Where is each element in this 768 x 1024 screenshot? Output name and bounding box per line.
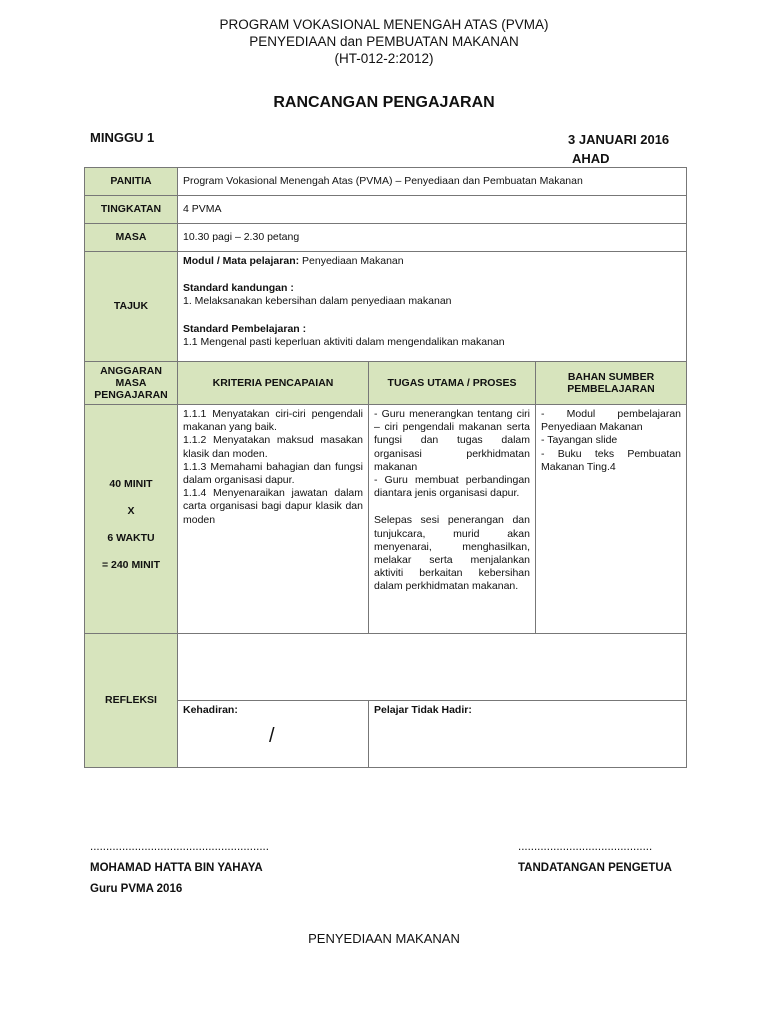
- refleksi-label: REFLEKSI: [85, 634, 178, 768]
- row-panitia: [85, 168, 687, 196]
- header-kriteria: KRITERIA PENCAPAIAN: [178, 362, 369, 405]
- tajuk-label: TAJUK: [85, 252, 178, 362]
- teacher-role: Guru PVMA 2016: [90, 883, 183, 895]
- week-label: MINGGU 1: [90, 130, 155, 145]
- kriteria-item: 1.1.3 Memahami bahagian dan fungsi dalam organisasi dapur.: [183, 460, 363, 487]
- masa-x: X: [127, 504, 135, 517]
- modul-value: Penyediaan Makanan: [299, 255, 404, 267]
- masa-label: MASA: [85, 224, 178, 252]
- header-anggaran: ANGGARAN MASA PENGAJARAN: [85, 362, 178, 405]
- masa-minit: 40 MINIT: [109, 477, 153, 490]
- refleksi-notes: [178, 634, 687, 701]
- day-text: AHAD: [572, 151, 610, 166]
- bahan-item: - Buku teks Pembuatan Makanan Ting.4: [541, 447, 682, 473]
- row-content: [85, 405, 687, 634]
- masa-total: = 240 MINIT: [101, 558, 161, 571]
- kriteria-item: 1.1.2 Menyatakan maksud masakan klasik dan moden.: [183, 434, 363, 460]
- tingkatan-value: 4 PVMA: [178, 196, 687, 224]
- header-line-2: PENYEDIAAN dan PEMBUATAN MAKANAN: [249, 34, 519, 49]
- standard-pembelajaran-item: 1.1 Mengenal pasti keperluan aktiviti dalam mengendalikan makanan: [183, 335, 505, 348]
- kriteria-item: 1.1.1 Menyatakan ciri-ciri pengendali makanan yang baik.: [183, 408, 363, 434]
- kehadiran-label: Kehadiran:: [183, 704, 238, 716]
- modul-label: Modul / Mata pelajaran:: [183, 255, 300, 267]
- tidak-hadir-label: Pelajar Tidak Hadir:: [374, 704, 472, 716]
- tugas-paragraph: Selepas sesi penerangan dan tunjukcara, murid akan menyenarai, menghasilkan, melakar serta menjalankan aktiviti berkaitan kebersihan dalam perkhidmatan makanan.: [374, 514, 530, 593]
- principal-signature-line: ..........................................: [518, 841, 653, 853]
- header-line-1: PROGRAM VOKASIONAL MENENGAH ATAS (PVMA): [219, 17, 549, 32]
- document-footer: PENYEDIAAN MAKANAN: [308, 931, 460, 946]
- tugas-cell: [369, 405, 536, 634]
- standard-kandungan-label: Standard kandungan :: [183, 282, 294, 295]
- masa-waktu: 6 WAKTU: [107, 531, 155, 544]
- standard-kandungan-item: 1. Melaksanakan kebersihan dalam penyediaan makanan: [183, 295, 452, 308]
- row-masa: [85, 224, 687, 252]
- modul-line: [183, 255, 681, 268]
- masa-value: 10.30 pagi – 2.30 petang: [178, 224, 687, 252]
- panitia-value: Program Vokasional Menengah Atas (PVMA) – Penyediaan dan Pembuatan Makanan: [178, 168, 687, 196]
- document-header: [0, 16, 768, 67]
- bahan-cell: [536, 405, 687, 634]
- tajuk-content: [178, 252, 687, 362]
- date-block: [568, 130, 669, 168]
- row-tajuk: [85, 252, 687, 362]
- teacher-name: MOHAMAD HATTA BIN YAHAYA: [90, 862, 263, 874]
- tugas-item: - Guru membuat perbandingan diantara jenis organisasi dapur.: [374, 474, 530, 500]
- kehadiran-cell: [178, 701, 369, 768]
- teacher-signature: [90, 837, 269, 900]
- standard-pembelajaran-label: Standard Pembelajaran :: [183, 322, 307, 335]
- tugas-item: - Guru menerangkan tentang ciri – ciri pengendali makanan serta fungsi dan tugas dalam organisasi perkhidmatan makanan: [374, 408, 530, 473]
- header-bahan: BAHAN SUMBER PEMBELAJARAN: [536, 362, 687, 405]
- teacher-signature-line: ........................................................: [90, 841, 269, 853]
- bahan-item: - Modul pembelajaran Penyediaan Makanan: [541, 408, 682, 434]
- principal-signature: [518, 837, 672, 879]
- kriteria-cell: [178, 405, 369, 634]
- kehadiran-value: /: [269, 725, 275, 748]
- document-title: RANCANGAN PENGAJARAN: [273, 94, 495, 111]
- date-text: 3 JANUARI 2016: [568, 132, 670, 147]
- row-column-headers: [85, 362, 687, 405]
- masa-box: [85, 405, 178, 634]
- lesson-plan-table: [84, 167, 687, 768]
- bahan-item: - Tayangan slide: [541, 434, 618, 447]
- row-refleksi-top: [85, 634, 687, 701]
- tidak-hadir-cell: [369, 701, 687, 768]
- tingkatan-label: TINGKATAN: [85, 196, 178, 224]
- header-tugas: TUGAS UTAMA / PROSES: [369, 362, 536, 405]
- principal-label: TANDATANGAN PENGETUA: [518, 862, 672, 874]
- panitia-label: PANITIA: [85, 168, 178, 196]
- kriteria-item: 1.1.4 Menyenaraikan jawatan dalam carta organisasi bagi dapur klasik dan moden: [183, 487, 363, 526]
- header-line-3: (HT-012-2:2012): [334, 51, 434, 66]
- row-tingkatan: [85, 196, 687, 224]
